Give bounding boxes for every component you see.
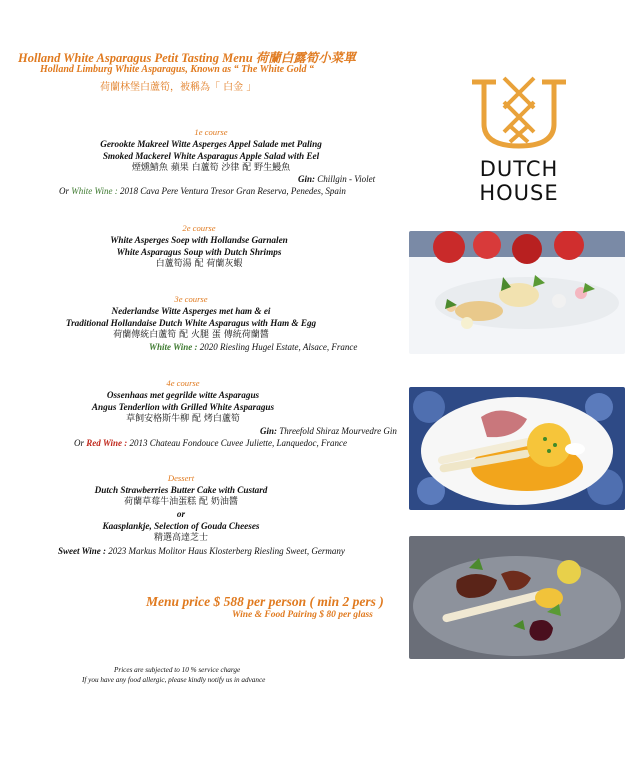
dutch-house-logo bbox=[466, 72, 572, 205]
course-number: 4e course bbox=[166, 378, 200, 388]
gin-label: Gin: bbox=[260, 426, 278, 436]
cheese-dutch-name: Kaasplankje, Selection of Gouda Cheeses bbox=[102, 521, 260, 531]
gin-label: Gin: bbox=[298, 174, 316, 184]
dish-photo-salad bbox=[409, 231, 625, 354]
dessert-english-name: Dutch Strawberries Butter Cake with Custard bbox=[94, 485, 268, 495]
course-chinese-name: 草飼安格斯牛柳 配 烤白蘆筍 bbox=[126, 414, 240, 424]
course-english-name: White Asparagus Soup with Dutch Shrimps bbox=[116, 247, 282, 257]
course-chinese-name: 煙燻鯖魚 蘋果 白蘆筍 沙律 配 野生鰻魚 bbox=[131, 163, 291, 173]
course-dutch-name: Ossenhaas met gegrilde witte Asparagus bbox=[106, 390, 260, 400]
pairing-price: Wine & Food Pairing $ 80 per glass bbox=[232, 610, 373, 620]
wine-prefix: Or bbox=[74, 438, 87, 448]
course-1-wine-pairing bbox=[59, 186, 346, 196]
course-1 bbox=[16, 126, 406, 174]
course-number: 1e course bbox=[194, 127, 228, 137]
course-english-name: Smoked Mackerel White Asparagus Apple Salad with Eel bbox=[102, 151, 320, 161]
wine-text: 2018 Cava Pere Ventura Tresor Gran Reserva, Penedes, Spain bbox=[117, 186, 346, 196]
service-charge-note: Prices are subjected to 10 % service charge bbox=[114, 666, 241, 674]
course-4-gin-pairing bbox=[260, 426, 397, 436]
dish-photo-asparagus-ham-egg bbox=[409, 387, 625, 510]
dish-photo-tenderloin bbox=[409, 536, 625, 659]
menu-price: Menu price $ 588 per person ( min 2 pers ) bbox=[146, 594, 384, 609]
course-number: 2e course bbox=[182, 223, 216, 233]
logo-emblem-icon bbox=[466, 72, 572, 152]
wine-prefix: Or bbox=[59, 186, 72, 196]
course-dutch-name: White Asperges Soep with Hollandse Garnalen bbox=[110, 235, 288, 245]
wine-text: 2023 Markus Molitor Haus Klosterberg Riesling Sweet, Germany bbox=[106, 546, 345, 556]
course-3 bbox=[0, 293, 386, 341]
cheese-chinese-name: 精選高達芝士 bbox=[153, 533, 208, 543]
sweet-wine-label: Sweet Wine : bbox=[58, 546, 107, 556]
course-4-wine-pairing bbox=[74, 438, 347, 448]
course-chinese-name: 荷蘭傳統白蘆筍 配 火腿 蛋 傳統荷蘭醬 bbox=[113, 330, 269, 340]
course-2 bbox=[4, 222, 394, 270]
course-4 bbox=[0, 377, 378, 425]
course-number: 3e course bbox=[174, 294, 208, 304]
dessert-or: or bbox=[176, 509, 186, 519]
dessert-course bbox=[0, 472, 376, 544]
menu-subtitle: Holland Limburg White Asparagus, Known as “ The White Gold “ bbox=[40, 64, 315, 75]
white-wine-label: White Wine : bbox=[71, 186, 118, 196]
course-1-gin-pairing bbox=[298, 174, 375, 184]
white-wine-label: White Wine : bbox=[149, 342, 198, 352]
course-english-name: Angus Tenderlion with Grilled White Asparagus bbox=[91, 402, 275, 412]
gin-text: Threefold Shiraz Mourvedre Gin bbox=[277, 426, 397, 436]
logo-line-dutch: DUTCH bbox=[479, 157, 559, 181]
course-dutch-name: Nederlandse Witte Asperges met ham & ei bbox=[111, 306, 271, 316]
dessert-wine-pairing bbox=[58, 546, 345, 556]
course-number: Dessert bbox=[167, 473, 195, 483]
course-3-wine-pairing bbox=[149, 342, 357, 352]
dessert-chinese-name: 荷蘭草莓牛油蛋糕 配 奶油醬 bbox=[124, 497, 238, 507]
course-english-name: Traditional Hollandaise Dutch White Asparagus with Ham & Egg bbox=[65, 318, 317, 328]
gin-text: Chillgin - Violet bbox=[315, 174, 376, 184]
course-dutch-name: Gerookte Makreel Witte Asperges Appel Salade met Paling bbox=[100, 139, 322, 149]
menu-title: Holland White Asparagus Petit Tasting Menu 荷蘭白露筍小菜單 bbox=[18, 51, 356, 65]
red-wine-label: Red Wine : bbox=[86, 438, 128, 448]
allergy-note: If you have any food allergic, please kindly notify us in advance bbox=[82, 676, 266, 684]
wine-text: 2020 Riesling Hugel Estate, Alsace, France bbox=[197, 342, 358, 352]
course-chinese-name: 白蘆筍湯 配 荷蘭灰蝦 bbox=[155, 259, 243, 269]
menu-subtitle-cn: 荷蘭林堡白蘆筍，被稱為「 白金 」 bbox=[100, 82, 257, 93]
wine-text: 2013 Chateau Fondouce Cuvee Juliette, Lanquedoc, France bbox=[127, 438, 347, 448]
logo-line-house: HOUSE bbox=[479, 181, 559, 205]
